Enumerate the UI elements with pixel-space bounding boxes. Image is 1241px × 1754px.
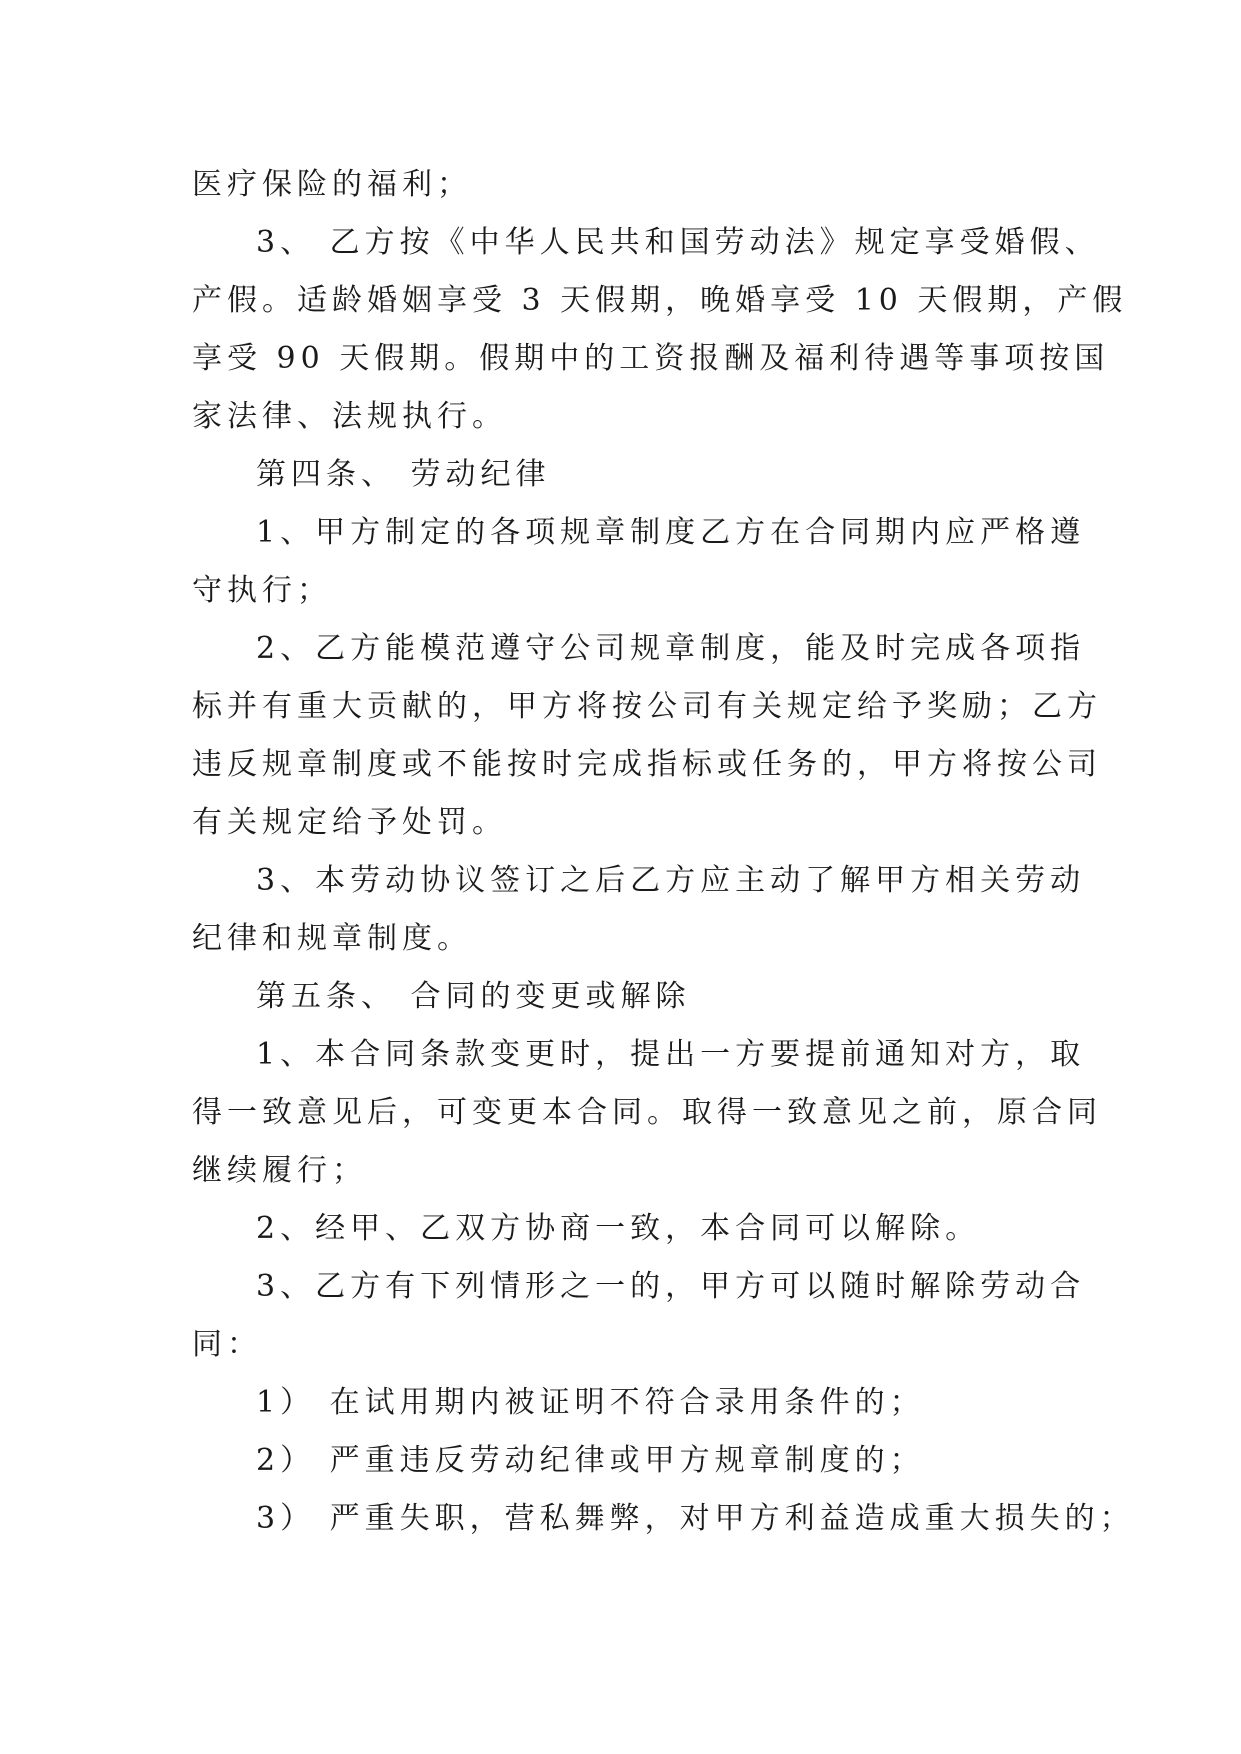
list-item: 1） 在试用期内被证明不符合录用条件的； bbox=[256, 1385, 925, 1420]
text-line: 继续履行； bbox=[192, 1153, 367, 1188]
list-item: 3） 严重失职，营私舞弊，对甲方利益造成重大损失的； bbox=[256, 1501, 1135, 1536]
text-line: 有关规定给予处罚。 bbox=[192, 805, 507, 840]
text-line: 2、乙方能模范遵守公司规章制度，能及时完成各项指 bbox=[256, 631, 1086, 666]
list-item: 2） 严重违反劳动纪律或甲方规章制度的； bbox=[256, 1443, 925, 1478]
text-line: 同： bbox=[192, 1327, 262, 1362]
text-line: 纪律和规章制度。 bbox=[192, 921, 472, 956]
text-line: 产假。适龄婚姻享受 3 天假期，晚婚享受 10 天假期，产假 bbox=[192, 283, 1128, 318]
text-line: 2、经甲、乙双方协商一致，本合同可以解除。 bbox=[256, 1211, 981, 1246]
text-line: 医疗保险的福利； bbox=[192, 167, 472, 202]
text-line: 3、本劳动协议签订之后乙方应主动了解甲方相关劳动 bbox=[256, 863, 1086, 898]
text-line: 违反规章制度或不能按时完成指标或任务的，甲方将按公司 bbox=[192, 747, 1102, 782]
text-line: 标并有重大贡献的，甲方将按公司有关规定给予奖励；乙方 bbox=[192, 689, 1102, 724]
text-line: 享受 90 天假期。假期中的工资报酬及福利待遇等事项按国 bbox=[192, 341, 1110, 376]
section-heading: 第四条、 劳动纪律 bbox=[256, 457, 551, 492]
text-line: 1、本合同条款变更时，提出一方要提前通知对方，取 bbox=[256, 1037, 1086, 1072]
text-line: 守执行； bbox=[192, 573, 332, 608]
text-line: 家法律、法规执行。 bbox=[192, 399, 507, 434]
text-line: 得一致意见后，可变更本合同。取得一致意见之前，原合同 bbox=[192, 1095, 1102, 1130]
text-line: 3、 乙方按《中华人民共和国劳动法》规定享受婚假、 bbox=[256, 225, 1100, 260]
text-line: 1、甲方制定的各项规章制度乙方在合同期内应严格遵 bbox=[256, 515, 1086, 550]
text-line: 3、乙方有下列情形之一的，甲方可以随时解除劳动合 bbox=[256, 1269, 1086, 1304]
section-heading: 第五条、 合同的变更或解除 bbox=[256, 979, 691, 1014]
